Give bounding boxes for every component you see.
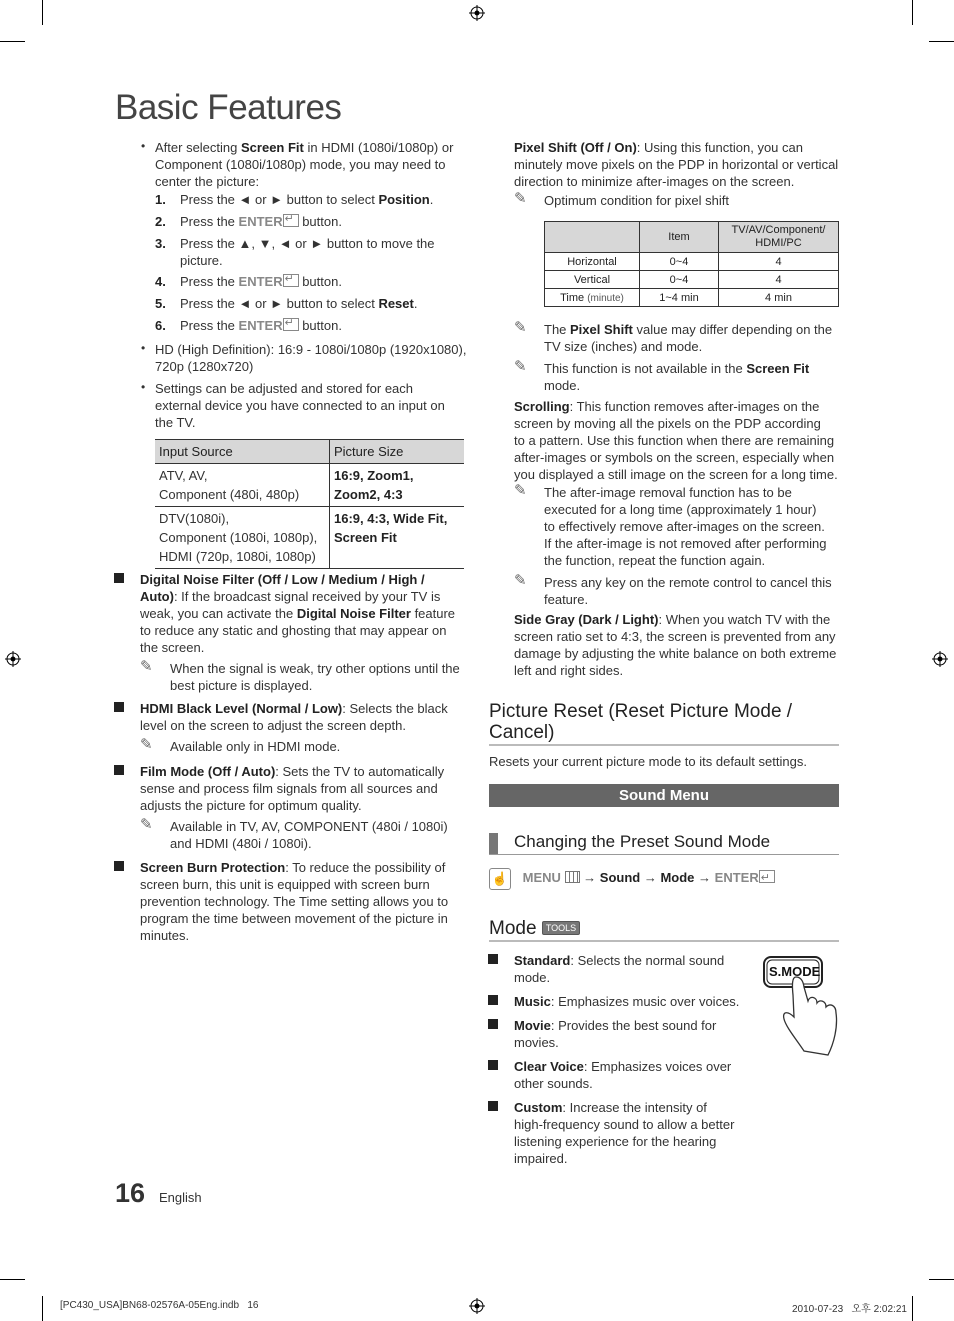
crop-mark — [912, 1296, 913, 1321]
pixel-shift-table — [544, 221, 839, 307]
note-pencil-icon: ✎ — [514, 358, 527, 375]
menu-path: ☝ MENU → Sound → Mode → ENTER↵ — [489, 867, 775, 890]
note: ✎ Available in TV, AV, COMPONENT (480i / 1080i) and HDMI (480i / 1080i). — [140, 816, 448, 851]
section-divider — [489, 940, 839, 942]
sound-menu-banner: Sound Menu — [489, 784, 839, 807]
table-cell: Vertical — [545, 271, 640, 289]
tools-badge: TOOLS — [542, 921, 580, 935]
list-item: Music: Emphasizes music over voices. — [514, 993, 754, 1010]
table-cell: 16:9, Zoom1, Zoom2, 4:3 — [330, 464, 465, 507]
bullet-dot: • — [141, 341, 146, 355]
picture-reset-text: Resets your current picture mode to its default settings. — [489, 754, 807, 769]
step-5: 5. Press the ◄ or ► button to select Reset. — [155, 296, 418, 311]
pixel-shift-notes — [514, 319, 844, 394]
menu-icon — [565, 871, 580, 883]
list-item: Custom: Increase the intensity of high-frequency sound to allow a better listening experience for the hearing impaired. — [514, 1099, 754, 1167]
side-gray: Side Gray (Dark / Light): When you watch TV with the screen ratio set to 4:3, the screen is prevented from any damage by adjusting the white balance on both extreme left and right sides. — [514, 612, 837, 678]
table-header: Picture Size — [330, 440, 465, 464]
list-item: Movie: Provides the best sound for movies. — [514, 1017, 754, 1051]
table-header: Item — [640, 222, 719, 253]
table-cell: 1~4 min — [640, 289, 719, 307]
mode-list — [514, 952, 754, 1167]
print-date: 2010-07-23 오후 2:02:21 — [792, 1304, 907, 1315]
step-3: 3. Press the ▲, ▼, ◄ or ► button to move the picture. — [155, 236, 435, 268]
enter-icon — [283, 214, 299, 227]
note-pencil-icon: ✎ — [514, 190, 527, 207]
square-bullet — [488, 1060, 498, 1070]
subsection-marker — [489, 833, 498, 855]
crop-mark — [0, 1279, 25, 1280]
square-bullet — [488, 1101, 498, 1111]
square-bullet — [114, 765, 124, 775]
table-row — [155, 507, 464, 569]
table-cell: 4 — [719, 253, 839, 271]
note-pencil-icon: ✎ — [514, 319, 527, 336]
table-row — [155, 464, 464, 507]
table-cell: 4 — [719, 271, 839, 289]
table-cell: Time (minute) — [545, 289, 640, 307]
table-row — [545, 289, 839, 307]
step-6: 6. Press the ENTER↵ button. — [180, 317, 342, 334]
crop-mark — [929, 41, 954, 42]
enter-icon — [759, 870, 775, 883]
note-pencil-icon: ✎ — [140, 736, 153, 753]
list-item: Clear Voice: Emphasizes voices over other sounds. — [514, 1058, 754, 1092]
film-mode: Film Mode (Off / Auto): Sets the TV to automatically sense and process film signals from all sources and adjusts the picture for optimum quality. ✎ Available in TV, AV, COMPONENT (480i / 1080i) and HDMI (480i / 1080i). — [140, 763, 470, 852]
enter-icon — [283, 274, 299, 287]
picture-reset-heading: Picture Reset (Reset Picture Mode / Cancel) — [489, 701, 793, 743]
table-cell: 0~4 — [640, 271, 719, 289]
crop-mark — [42, 1296, 43, 1321]
square-bullet — [488, 995, 498, 1005]
bullet-dot: • — [141, 139, 146, 153]
enter-icon — [283, 318, 299, 331]
mode-heading: Mode TOOLS — [489, 918, 580, 940]
registration-mark-icon — [5, 651, 21, 667]
list-item: Standard: Selects the normal sound mode. — [514, 952, 754, 986]
note: ✎ The after-image removal function has to be executed for a long time (approximately 1 hour) to effectively remove after-images on the screen. If the after-image is not removed after performing the function, repeat the function again. — [514, 482, 827, 568]
digital-noise-filter: Digital Noise Filter (Off / Low / Medium / High / Auto): If the broadcast signal received by your TV is weak, you can activate the Digital Noise Filter feature to reduce any static and ghosting that may appear on the screen. ✎ When the signal is weak, try other options until the best picture is displayed. — [140, 571, 470, 694]
square-bullet — [488, 1019, 498, 1029]
settings-bullet: • Settings can be adjusted and stored for each external device you have connected to an input on the TV. — [141, 380, 445, 430]
page-language: English — [159, 1190, 202, 1205]
note-pencil-icon: ✎ — [140, 658, 153, 675]
hdmi-black-level: HDMI Black Level (Normal / Low): Selects the black level on the screen to adjust the screen depth. ✎ Available only in HDMI mode. — [140, 700, 470, 755]
registration-mark-icon — [932, 651, 948, 667]
table-header-row — [155, 440, 464, 464]
table-row — [545, 253, 839, 271]
section-divider — [489, 854, 839, 855]
note-pencil-icon: ✎ — [140, 816, 153, 833]
print-file-info: [PC430_USA]BN68-02576A-05Eng.indb 16 — [60, 1300, 259, 1311]
crop-mark — [0, 41, 25, 42]
table-cell: 4 min — [719, 289, 839, 307]
table-cell: ATV, AV, Component (480i, 480p) — [155, 464, 330, 507]
square-bullet — [488, 954, 498, 964]
square-bullet — [114, 573, 124, 583]
screenfit-bullet: • After selecting Screen Fit in HDMI (1080i/1080p) or Component (1080i/1080p) mode, you may need to center the picture: — [141, 139, 454, 189]
step-1: 1. Press the ◄ or ► button to select Position. — [155, 192, 434, 207]
s-mode-remote-illustration — [762, 955, 842, 1059]
table-row — [545, 271, 839, 289]
table-cell: 0~4 — [640, 253, 719, 271]
pixel-shift: Pixel Shift (Off / On): Using this function, you can minutely move pixels on the PDP in horizontal or vertical direction to minimize after-images on the screen. ✎ Optimum condition for pixel shift — [514, 139, 844, 209]
registration-mark-icon — [469, 1298, 485, 1314]
registration-mark-icon — [469, 5, 485, 21]
crop-mark — [929, 1279, 954, 1280]
page-number: 16 — [115, 1178, 146, 1208]
crop-mark — [912, 0, 913, 25]
square-bullet — [114, 861, 124, 871]
bullet-dot: • — [141, 380, 146, 394]
step-4: 4. Press the ENTER↵ button. — [180, 273, 342, 290]
table-header: Input Source — [155, 440, 330, 464]
table-cell: Horizontal — [545, 253, 640, 271]
section-divider — [489, 744, 839, 746]
step-2: 2. Press the ENTER↵ button. — [180, 213, 342, 230]
note: ✎ Available only in HDMI mode. — [140, 736, 341, 754]
table-cell: DTV(1080i), Component (1080i, 1080p), HDMI (720p, 1080i, 1080p) — [155, 507, 330, 569]
picture-size-table — [155, 439, 464, 569]
note: ✎ This function is not available in the Screen Fit mode. — [514, 358, 810, 393]
note: ✎ Optimum condition for pixel shift — [514, 190, 729, 208]
square-bullet — [114, 702, 124, 712]
page-title: Basic Features — [115, 88, 342, 127]
crop-mark — [42, 0, 43, 25]
scrolling: Scrolling: This function removes after-images on the screen by moving all the pixels on the PDP according to a pattern. Use this function when there are remaining after-images or symbols on the screen, especially when you displayed a still image on the screen for a long time. ✎ The after-image removal function has to be executed for a long time (approximately 1 hour) to effectively remove after-images on the screen. If the after-image is not removed after performing the function, repeat the function again. ✎ Press any key on the remote control to cancel this feature. — [514, 398, 844, 608]
table-header-row — [545, 222, 839, 253]
table-header — [545, 222, 640, 253]
remote-hand-icon: ☝ — [489, 868, 511, 890]
screen-burn-protection: Screen Burn Protection: To reduce the possibility of screen burn, this unit is equipped with screen burn prevention technology. The Time setting allows you to program the time between movement of the picture in minutes. — [140, 859, 470, 944]
preset-sound-heading: Changing the Preset Sound Mode — [514, 832, 771, 851]
table-header: TV/AV/Component/ HDMI/PC — [719, 222, 839, 253]
table-cell: 16:9, 4:3, Wide Fit, Screen Fit — [330, 507, 465, 569]
hd-bullet: • HD (High Definition): 16:9 - 1080i/1080p (1920x1080), 720p (1280x720) — [141, 341, 467, 374]
note: ✎ The Pixel Shift value may differ depending on the TV size (inches) and mode. — [514, 319, 833, 354]
note-pencil-icon: ✎ — [514, 572, 527, 589]
note: ✎ When the signal is weak, try other options until the best picture is displayed. — [140, 658, 460, 693]
s-mode-label: S.MODE — [769, 964, 821, 979]
note-pencil-icon: ✎ — [514, 482, 527, 499]
note: ✎ Press any key on the remote control to cancel this feature. — [514, 572, 832, 607]
